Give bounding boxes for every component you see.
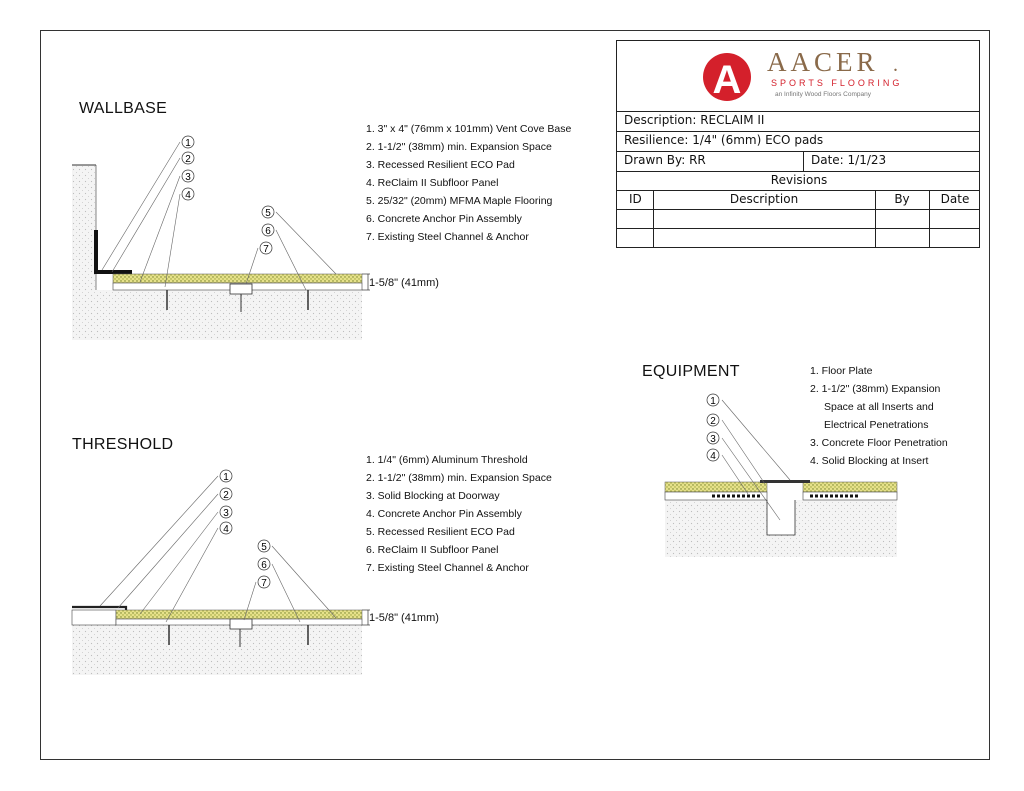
- equipment-note: 4. Solid Blocking at Insert: [810, 455, 929, 467]
- svg-text:6: 6: [261, 560, 267, 571]
- title-block: [616, 40, 980, 248]
- svg-text:3: 3: [185, 172, 191, 183]
- equipment-note: Electrical Penetrations: [824, 419, 929, 431]
- callout-1: [707, 394, 719, 407]
- callout-6: [258, 558, 270, 571]
- threshold-title: THRESHOLD: [72, 436, 174, 453]
- wallbase-note: 2. 1-1/2" (38mm) min. Expansion Space: [366, 141, 552, 153]
- callout-1: [182, 136, 194, 149]
- column-date: Date: [940, 192, 970, 206]
- wallbase-note: 3. Recessed Resilient ECO Pad: [366, 159, 515, 171]
- svg-text:.: .: [893, 54, 898, 76]
- callout-3: [182, 170, 194, 183]
- svg-text:SPORTS FLOORING: SPORTS FLOORING: [771, 78, 903, 88]
- svg-text:4: 4: [223, 524, 229, 535]
- wallbase-note: 7. Existing Steel Channel & Anchor: [366, 231, 529, 243]
- wallbase-title: WALLBASE: [79, 100, 168, 117]
- threshold-note: 1. 1/4" (6mm) Aluminum Threshold: [366, 454, 528, 466]
- svg-text:1: 1: [185, 138, 191, 149]
- svg-text:3: 3: [710, 434, 716, 445]
- wallbase-note: 6. Concrete Anchor Pin Assembly: [366, 213, 522, 225]
- wallbase-note: 4. ReClaim II Subfloor Panel: [366, 177, 499, 189]
- callout-4: [220, 522, 232, 535]
- threshold-note: 2. 1-1/2" (38mm) min. Expansion Space: [366, 472, 552, 484]
- equipment-title: EQUIPMENT: [642, 363, 740, 380]
- svg-text:6: 6: [265, 226, 271, 237]
- callout-7: [260, 242, 272, 255]
- svg-text:1: 1: [710, 396, 716, 407]
- callout-2: [707, 414, 719, 427]
- equipment-note: 1. Floor Plate: [810, 365, 873, 377]
- column-by: By: [894, 192, 910, 206]
- svg-text:5: 5: [261, 542, 267, 553]
- aacer-logo: [617, 41, 979, 111]
- svg-text:AACER: AACER: [767, 47, 879, 77]
- callout-3: [220, 506, 232, 519]
- threshold-note: 6. ReClaim II Subfloor Panel: [366, 544, 499, 556]
- threshold-notes: [366, 451, 552, 577]
- wallbase-note: 5. 25/32" (20mm) MFMA Maple Flooring: [366, 195, 553, 207]
- svg-text:2: 2: [223, 490, 229, 501]
- revisions-heading: Revisions: [770, 173, 828, 187]
- svg-text:2: 2: [185, 154, 191, 165]
- svg-text:an Infinity Wood Floors Compan: an Infinity Wood Floors Company: [775, 91, 871, 98]
- callout-4: [182, 188, 194, 201]
- equipment-notes: [810, 362, 948, 470]
- column-id: ID: [629, 192, 642, 206]
- wallbase-dimension: 1-5/8" (41mm): [369, 277, 439, 289]
- date-field: Date: 1/1/23: [811, 153, 887, 167]
- threshold-dimension: 1-5/8" (41mm): [369, 612, 439, 624]
- threshold-note: 4. Concrete Anchor Pin Assembly: [366, 508, 522, 520]
- callout-6: [262, 224, 274, 237]
- threshold-note: 3. Solid Blocking at Doorway: [366, 490, 500, 502]
- equipment-note: 3. Concrete Floor Penetration: [810, 437, 948, 449]
- svg-text:4: 4: [185, 190, 191, 201]
- svg-text:7: 7: [261, 578, 267, 589]
- svg-text:5: 5: [265, 208, 271, 219]
- callout-4: [707, 449, 719, 462]
- callout-5: [258, 540, 270, 553]
- resilience-field: Resilience: 1/4" (6mm) ECO pads: [624, 133, 824, 147]
- drawn-by-field: Drawn By: RR: [624, 153, 706, 167]
- threshold-note: 5. Recessed Resilient ECO Pad: [366, 526, 515, 538]
- svg-text:1: 1: [223, 472, 229, 483]
- svg-text:A: A: [712, 58, 742, 102]
- callout-5: [262, 206, 274, 219]
- callout-2: [182, 152, 194, 165]
- description-field: Description: RECLAIM II: [624, 113, 765, 127]
- threshold-note: 7. Existing Steel Channel & Anchor: [366, 562, 529, 574]
- callout-1: [220, 470, 232, 483]
- callout-7: [258, 576, 270, 589]
- equipment-note: 2. 1-1/2" (38mm) Expansion: [810, 383, 941, 395]
- svg-text:3: 3: [223, 508, 229, 519]
- svg-text:7: 7: [263, 244, 269, 255]
- wallbase-note: 1. 3" x 4" (76mm x 101mm) Vent Cove Base: [366, 123, 572, 135]
- equipment-note: Space at all Inserts and: [824, 401, 934, 413]
- svg-text:4: 4: [710, 451, 716, 462]
- column-description: Description: [729, 192, 799, 206]
- svg-text:2: 2: [710, 416, 716, 427]
- callout-2: [220, 488, 232, 501]
- callout-3: [707, 432, 719, 445]
